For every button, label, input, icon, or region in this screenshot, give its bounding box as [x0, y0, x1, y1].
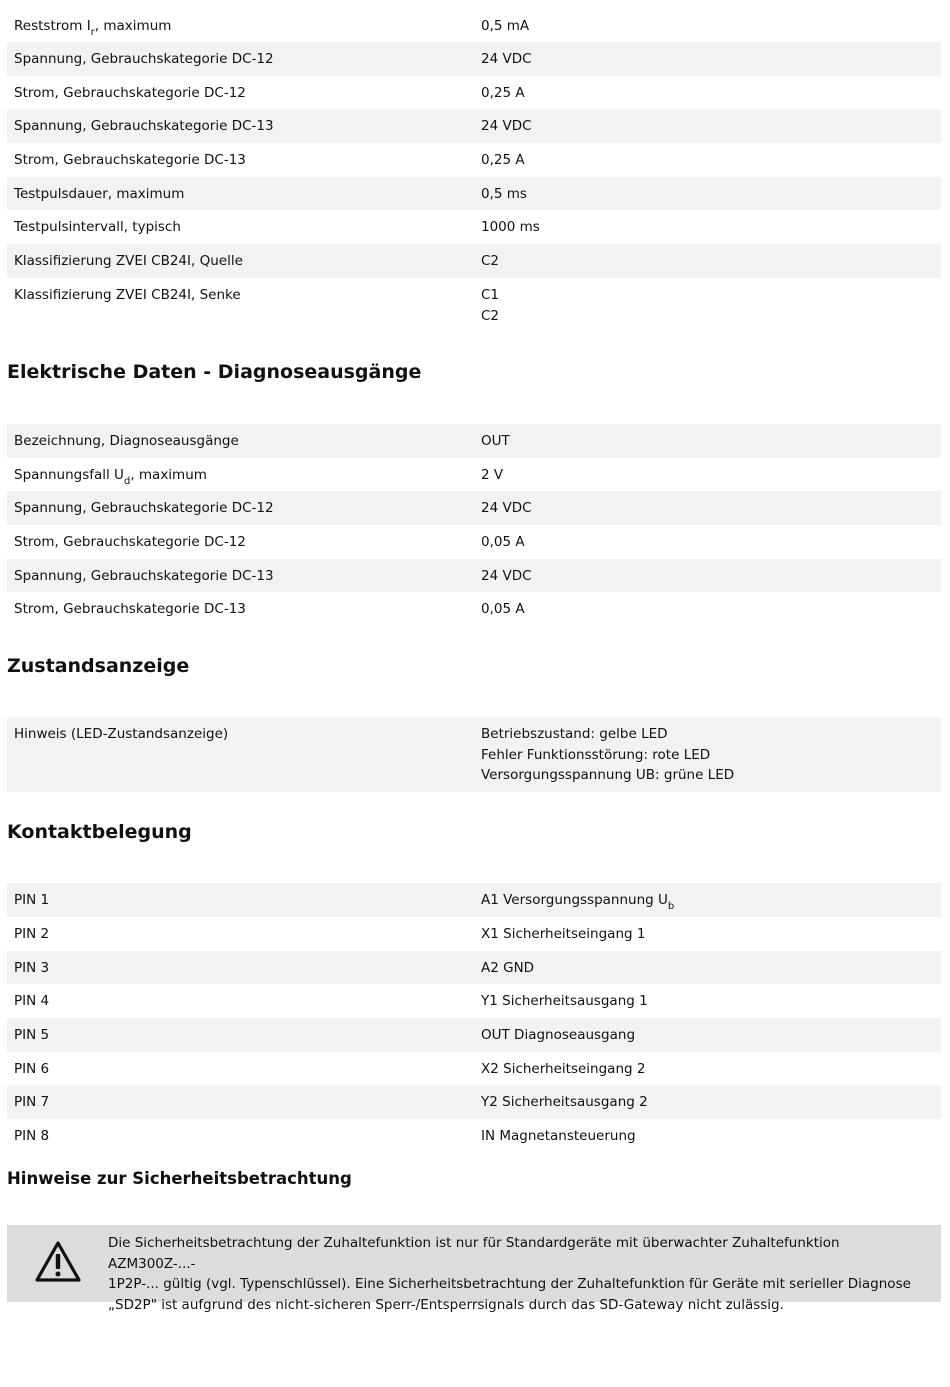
row-value: Y1 Sicherheitsausgang 1 [481, 993, 648, 1009]
row-key: Strom, Gebrauchskategorie DC-13 [14, 601, 246, 617]
row-value: A1 Versorgungsspannung $U_b$ [481, 892, 675, 912]
row-value: 0,5 mA [481, 18, 530, 34]
table-row [7, 717, 941, 792]
row-key: Bezeichnung, Diagnoseausgänge [14, 433, 239, 449]
row-value: OUT Diagnoseausgang [481, 1027, 636, 1043]
row-value: 2 V [481, 467, 504, 483]
row-value: Y2 Sicherheitsausgang 2 [481, 1094, 648, 1110]
table-row [7, 883, 941, 917]
table-row [7, 559, 941, 592]
row-key: PIN 5 [14, 1027, 50, 1043]
row-value: 24 VDC [481, 500, 532, 516]
row-key: Reststrom $I_r$, maximum [14, 18, 172, 38]
table-row [7, 917, 941, 951]
row-value-line-3: Versorgungsspannung UB: grüne LED [481, 767, 735, 783]
row-value: C2 [481, 253, 500, 269]
table-row [7, 143, 941, 177]
row-value: A2 GND [481, 960, 535, 976]
row-value: 0,25 A [481, 85, 525, 101]
row-value: IN Magnetansteuerung [481, 1128, 636, 1144]
safety-note-text [108, 1233, 928, 1315]
row-key: Testpulsdauer, maximum [14, 186, 185, 202]
table-row [7, 278, 941, 332]
row-key: PIN 3 [14, 960, 50, 976]
section-title-pin-assignment: Kontaktbelegung [7, 821, 192, 843]
row-key: Spannung, Gebrauchskategorie DC-13 [14, 568, 274, 584]
row-key: PIN 4 [14, 993, 50, 1009]
table-row [7, 592, 941, 626]
table-row [7, 8, 941, 42]
pin-assignment-table [7, 883, 941, 1153]
row-value: 24 VDC [481, 568, 532, 584]
row-key: Spannung, Gebrauchskategorie DC-13 [14, 118, 274, 134]
status-display-table [7, 717, 941, 792]
row-value-line-1: Betriebszustand: gelbe LED [481, 726, 668, 742]
row-value: 24 VDC [481, 51, 532, 67]
row-key: PIN 8 [14, 1128, 50, 1144]
diagnostic-outputs-table [7, 424, 941, 626]
row-value: X1 Sicherheitseingang 1 [481, 926, 646, 942]
section-title-diagnostic-outputs: Elektrische Daten - Diagnoseausgänge [7, 361, 422, 383]
table-row [7, 1018, 941, 1052]
row-key: Strom, Gebrauchskategorie DC-12 [14, 534, 246, 550]
table-row [7, 1119, 941, 1153]
row-value-line-2: C2 [481, 308, 500, 324]
row-key: PIN 6 [14, 1061, 50, 1077]
row-value: 24 VDC [481, 118, 532, 134]
row-value: 0,05 A [481, 534, 525, 550]
table-row [7, 1052, 941, 1085]
row-value: 0,5 ms [481, 186, 527, 202]
row-value: OUT [481, 433, 510, 449]
row-value-line-2: Fehler Funktionsstörung: rote LED [481, 747, 711, 763]
row-value: C1 [481, 287, 500, 303]
row-key: Testpulsintervall, typisch [14, 219, 181, 235]
row-key: Hinweis (LED-Zustandsanzeige) [14, 726, 229, 742]
electrical-data-table [7, 8, 941, 332]
row-value: X2 Sicherheitseingang 2 [481, 1061, 646, 1077]
safety-note-line: „SD2P" ist aufgrund des nicht-sicheren Sperr-/Entsperrsignals durch das SD-Gateway nicht zulässig. [108, 1296, 784, 1313]
table-row [7, 1085, 941, 1119]
table-row [7, 210, 941, 244]
table-row [7, 424, 941, 458]
row-key: Spannung, Gebrauchskategorie DC-12 [14, 500, 274, 516]
row-value: 1000 ms [481, 219, 540, 235]
warning-triangle-icon [33, 1239, 83, 1285]
row-value: 0,05 A [481, 601, 525, 617]
safety-note-line: Die Sicherheitsbetrachtung der Zuhaltefunktion ist nur für Standardgeräte mit überwachter Zuhaltefunktion AZM300Z-...- [108, 1235, 840, 1272]
table-row [7, 42, 941, 76]
table-row [7, 177, 941, 210]
row-key: PIN 7 [14, 1094, 50, 1110]
section-title-status-display: Zustandsanzeige [7, 655, 190, 677]
table-row [7, 984, 941, 1018]
safety-note-line: 1P2P-... gültig (vgl. Typenschlüssel). Eine Sicherheitsbetrachtung der Zuhaltefunktion für Geräte mit serieller Diagnose [108, 1276, 911, 1292]
row-key: Klassifizierung ZVEI CB24I, Quelle [14, 253, 243, 269]
table-row [7, 109, 941, 143]
table-row [7, 525, 941, 559]
safety-note-box [7, 1225, 941, 1313]
table-row [7, 951, 941, 984]
table-row [7, 458, 941, 491]
row-key: Klassifizierung ZVEI CB24I, Senke [14, 287, 241, 303]
row-key: Spannungsfall $U_d$, maximum [14, 467, 207, 487]
table-row [7, 491, 941, 525]
row-key: PIN 2 [14, 926, 50, 942]
row-key: PIN 1 [14, 892, 50, 908]
table-row [7, 76, 941, 109]
row-key: Spannung, Gebrauchskategorie DC-12 [14, 51, 274, 67]
table-row [7, 244, 941, 278]
row-key: Strom, Gebrauchskategorie DC-12 [14, 85, 246, 101]
row-value: 0,25 A [481, 152, 525, 168]
section-title-safety-notes: Hinweise zur Sicherheitsbetrachtung [7, 1169, 352, 1188]
row-key: Strom, Gebrauchskategorie DC-13 [14, 152, 246, 168]
